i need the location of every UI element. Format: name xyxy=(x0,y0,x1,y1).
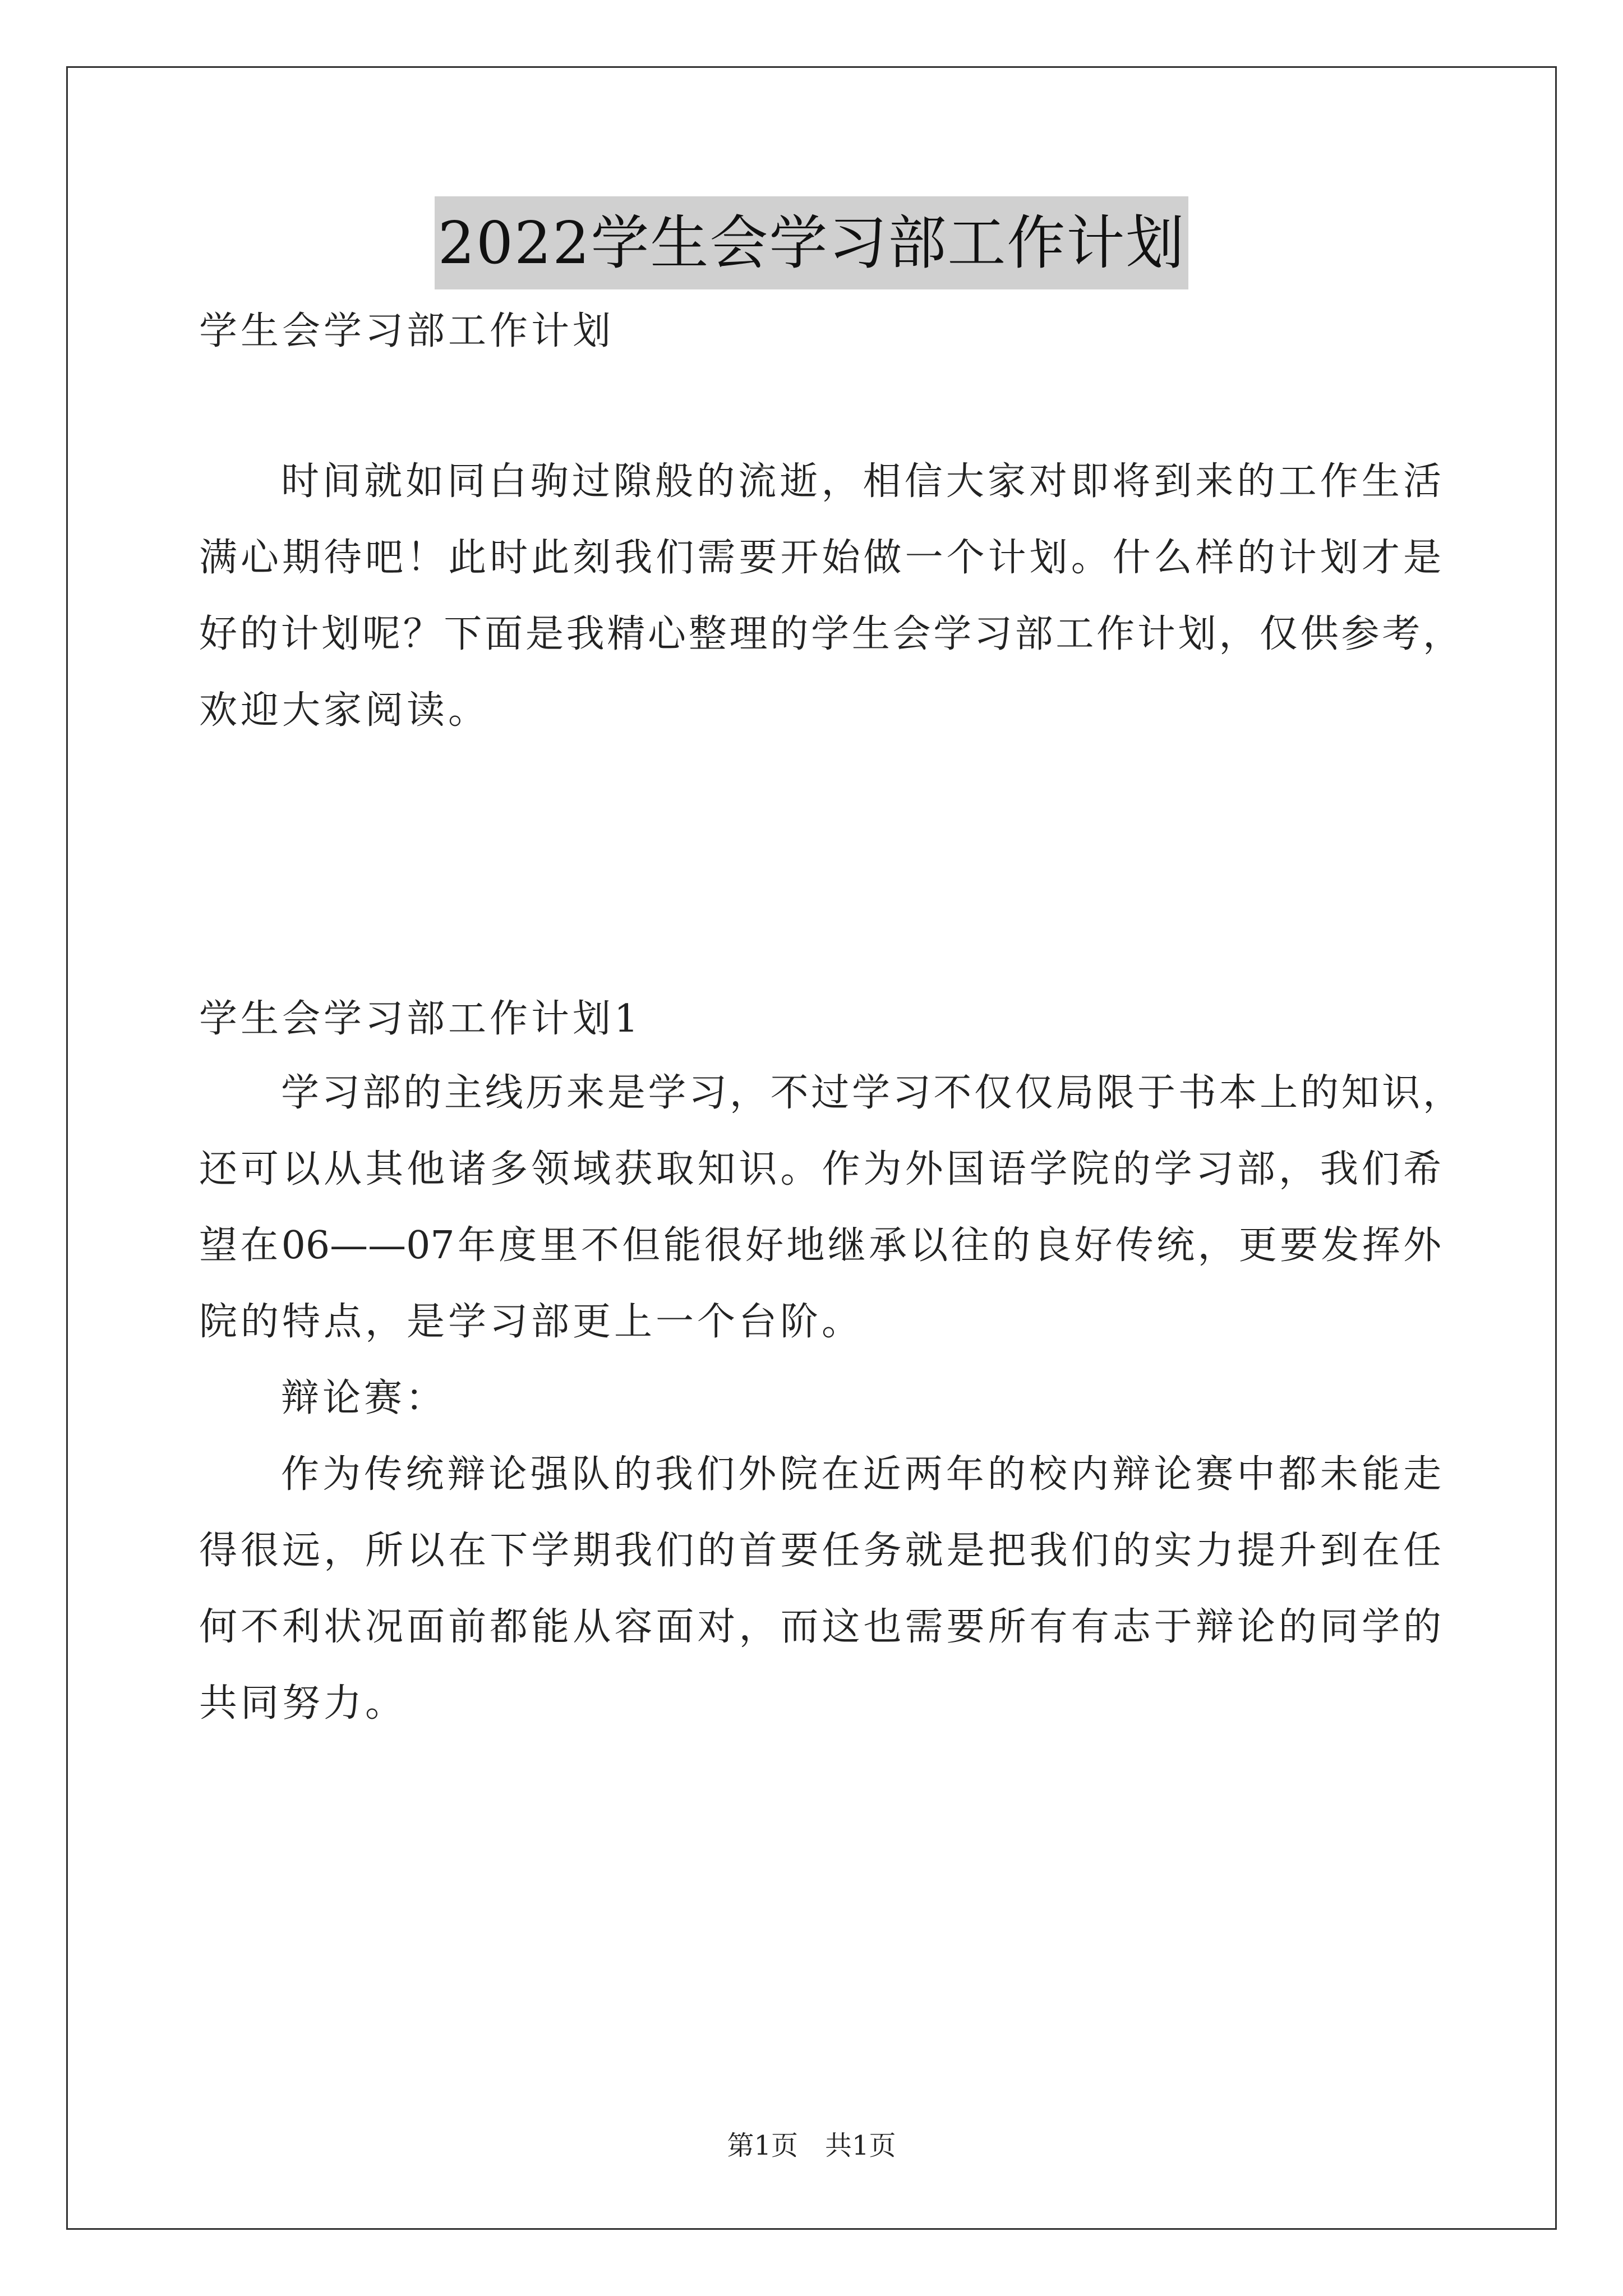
page-footer: 第1页 共1页 xyxy=(727,2130,896,2161)
paragraph-line: 满心期待吧！此时此刻我们需要开始做一个计划。什么样的计划才是 xyxy=(199,536,1441,580)
paragraph-line: 学习部的主线历来是学习，不过学习不仅仅局限于书本上的知识， xyxy=(281,1071,1461,1115)
paragraph-line: 好的计划呢？下面是我精心整理的学生会学习部工作计划，仅供参考， xyxy=(199,612,1461,656)
paragraph-line: 院的特点，是学习部更上一个台阶。 xyxy=(199,1300,864,1344)
paragraph-line: 还可以从其他诸多领域获取知识。作为外国语学院的学习部，我们希 xyxy=(199,1147,1441,1191)
subtitle-line: 学生会学习部工作计划 xyxy=(199,309,615,353)
paragraph-line: 何不利状况面前都能从容面对，而这也需要所有有志于辩论的同学的 xyxy=(199,1605,1441,1649)
title-wrap xyxy=(0,196,1623,289)
document-title: 2022学生会学习部工作计划 xyxy=(435,196,1189,289)
paragraph-line: 时间就如同白驹过隙般的流逝，相信大家对即将到来的工作生活 xyxy=(281,459,1441,504)
paragraph-line: 得很远，所以在下学期我们的首要任务就是把我们的实力提升到在任 xyxy=(199,1529,1441,1573)
paragraph-line: 欢迎大家阅读。 xyxy=(199,688,490,733)
paragraph-line: 作为传统辩论强队的我们外院在近两年的校内辩论赛中都未能走 xyxy=(281,1452,1441,1497)
section-heading: 学生会学习部工作计划1 xyxy=(199,997,642,1041)
subheading-debate: 辩论赛： xyxy=(281,1376,448,1420)
paragraph-line: 望在06——07年度里不但能很好地继承以往的良好传统，更要发挥外 xyxy=(199,1223,1441,1268)
paragraph-line: 共同努力。 xyxy=(199,1681,407,1726)
